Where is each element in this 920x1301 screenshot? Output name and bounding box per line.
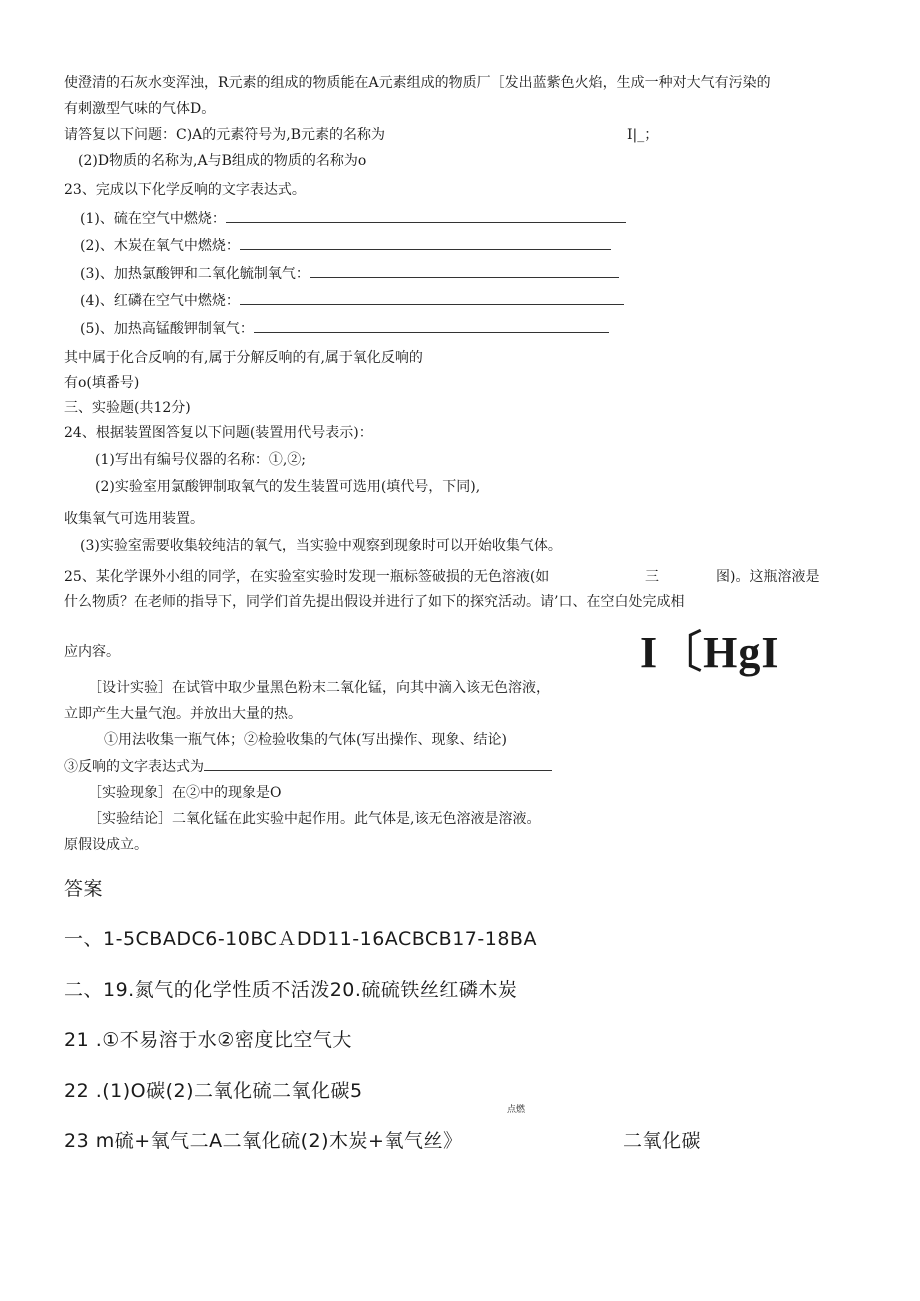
q25-design-2: 立即产生大量气泡。并放出大量的热。 [64,706,302,722]
q22-line-4: (2)D物质的名称为,A与B组成的物质的名称为o [78,153,367,169]
q23-item [80,319,609,338]
broken-label-image: I〔HgI [640,628,780,677]
answer-blank[interactable] [240,291,624,305]
q25-line-1: 25、某化学课外小组的同学，在实验室实验时发现一瓶标签破损的无色溶液(如 [64,569,550,585]
q23-item [80,209,626,228]
q24-part-3: (3)实验室需要收集较纯洁的氧气，当实验中观察到现象时可以开始收集气体。 [80,538,562,554]
ignite-note: 点燃 [507,1105,526,1115]
answer-blank[interactable] [310,264,619,278]
q25-conclusion: ［实验结论］二氧化锰在此实验中起作用。此气体是,该无色溶液是溶液。 [88,811,541,827]
q23-item-label: (5)、加热高锰酸钾制氧气： [80,321,254,337]
q24-part-2b: 收集氧气可选用装置。 [64,511,204,527]
answer-blank[interactable] [254,319,609,333]
answer-line-1: 一、1-5CBADC6-10BCＡDD11-16ACBCB17-18BA [64,928,537,950]
answer-blank[interactable] [226,209,626,223]
q23-title: 23、完成以下化学反响的文字表达式。 [64,182,306,198]
answer-line-5-tail: 二氧化碳 [623,1130,702,1152]
q24-part-1: (1)写出有编号仪器的名称：①,②; [95,452,306,468]
q22-line-3-tail: I|_； [627,127,659,143]
q23-item [80,236,611,255]
q22-line-2: 有刺激型气味的气体D。 [64,101,216,117]
q22-line-1: 使澄清的石灰水变浑浊，R元素的组成的物质能在A元素组成的物质厂［发出蓝紫色火焰，生成一种对大气有污染的 [64,75,771,91]
answer-line-4: 22 .(1)O碳(2)二氧化硫二氧化碳5 [64,1080,363,1102]
q25-line-2: 什么物质？在老师的指导下，同学们首先提出假设并进行了如下的探究活动。请’口、在空白处完成相 [64,594,685,610]
answer-line-5: 23 m硫+氧气二A二氧化硫(2)木炭+氧气丝》 [64,1130,463,1152]
q23-item-label: (1)、硫在空气中燃烧： [80,211,226,227]
q25-conclusion-2: 原假设成立。 [64,837,148,853]
q25-line-3: 应内容。 [64,644,120,660]
q24-part-2: (2)实验室用氯酸钾制取氧气的发生装置可选用(填代号，下同), [95,479,481,495]
answers-heading: 答案 [64,878,104,900]
q23-item-label: (3)、加热氯酸钾和二氧化毓制氧气： [80,266,310,282]
q25-step-3 [64,757,552,776]
answer-blank[interactable] [204,757,552,771]
q25-line-1-end: 图)。这瓶溶液是 [716,569,820,585]
answer-line-3: 21 .①不易溶于水②密度比空气大 [64,1029,352,1051]
q25-phenomenon: ［实验现象］在②中的现象是O [88,785,282,801]
q25-steps: ①用法收集一瓶气体；②检验收集的气体(写出操作、现象、结论) [104,732,507,748]
q23-classify-2: 有o(填番号) [64,375,140,391]
q23-item-label: (4)、红磷在空气中燃烧： [80,293,240,309]
q24-title: 24、根据装置图答复以下问题(装置用代号表示)： [64,425,373,441]
answer-line-2: 二、19.氮气的化学性质不活泼20.硫硫铁丝红磷木炭 [64,979,518,1001]
q22-line-3: 请答复以下问题：C)A的元素符号为,B元素的名称为 [64,127,386,143]
q25-step-3-label: ③反响的文字表达式为 [64,759,204,775]
q23-item [80,264,619,283]
q25-line-1-mid: 三 [645,569,659,585]
q23-item-label: (2)、木炭在氧气中燃烧： [80,238,240,254]
section-3-heading: 三、实验题(共12分) [64,400,191,416]
q23-item [80,291,624,310]
answer-blank[interactable] [240,236,611,250]
q25-design: ［设计实验］在试管中取少量黑色粉末二氧化锰，向其中滴入该无色溶液， [88,680,550,696]
q23-classify: 其中属于化合反响的有,属于分解反响的有,属于氧化反响的 [64,350,423,366]
